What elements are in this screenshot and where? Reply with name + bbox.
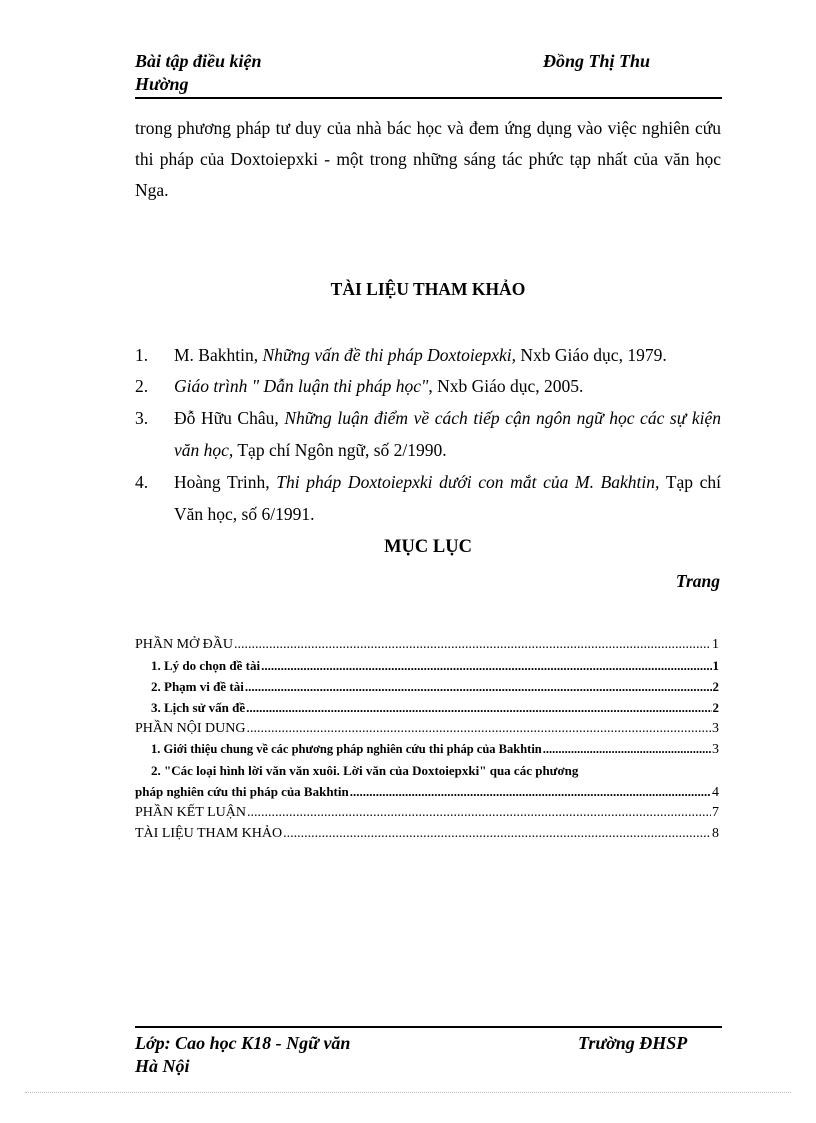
reference-number: 2. [135,376,149,396]
toc-leader [350,781,711,802]
toc-entry[interactable] [135,718,719,739]
page-bottom-divider [25,1092,791,1093]
toc-leader [246,718,711,739]
footer-left-line1: Lớp: Cao học K18 - Ngữ văn [135,1033,351,1053]
toc-entry-label: PHẦN MỞ ĐẦU [135,637,234,652]
toc-entry[interactable] [135,697,719,718]
references-title: TÀI LIỆU THAM KHẢO [330,279,526,299]
toc-leader [283,823,711,844]
reference-item [135,370,721,402]
reference-author: Đỗ Hữu Châu, [174,408,285,428]
toc-entry-page: 2 [712,679,719,694]
toc-entry[interactable] [135,823,719,844]
toc-entry-page: 3 [712,742,719,757]
toc-entry-page: 7 [712,805,719,820]
toc-entry-label: 1. Giới thiệu chung về các phương pháp nghiên cứu thi pháp của Bakhtin [151,742,542,756]
reference-publisher: , Nxb Giáo dục, 2005. [428,376,584,396]
footer-left-line2: Hà Nội [135,1056,190,1076]
reference-author: M. Bakhtin, [174,345,263,365]
toc-title: MỤC LỤC [384,537,472,557]
toc-entry-label: PHẦN NỘI DUNG [135,721,246,736]
toc-leader [245,676,712,697]
header-rule [135,97,722,99]
reference-work: Giáo trình " Dẫn luận thi pháp học" [174,376,429,396]
header-right: Đồng Thị Thu [543,51,651,71]
reference-work: Những luận điểm về cách tiếp cận ngôn ngữ học các sự kiện văn học, [174,408,721,460]
toc-page-label: Trang [675,571,720,591]
toc-entry-label: PHẦN KẾT LUẬN [135,805,246,820]
toc-entry-label: TÀI LIỆU THAM KHẢO [135,826,283,841]
toc-entry-page: 8 [712,826,719,841]
intro-paragraph: trong phương pháp tư duy của nhà bác học và đem ứng dụng vào việc nghiên cứu thi pháp của Doxtoiepxki - một trong những sáng tác phức tạp nhất của văn học Nga. [135,118,721,200]
toc-entry-page: 1 [712,658,719,673]
toc-entry-page: 4 [712,785,719,800]
toc-entry[interactable] [135,655,719,676]
reference-work: Thi pháp Doxtoiepxki dưới con mắt của M. Bakhtin, [276,472,660,492]
reference-item [135,466,721,530]
header-left-line2: Hường [135,74,189,94]
reference-item [135,339,721,371]
toc-entry-page: 1 [712,637,719,652]
reference-work: Những vấn đề thi pháp Doxtoiepxki, [262,345,517,365]
reference-number: 1. [135,345,149,365]
toc-entry-label: pháp nghiên cứu thi pháp của Bakhtin [135,784,349,799]
reference-number: 3. [135,408,149,428]
toc-leader [543,739,711,760]
toc-entry-line1[interactable]: 2. "Các loại hình lời văn văn xuôi. Lời văn của Doxtoiepxki" qua các phương [151,763,579,778]
toc-leader [234,634,711,655]
toc-leader [246,697,711,718]
reference-publisher: Nxb Giáo dục, 1979. [516,345,667,365]
footer-right: Trường ĐHSP [578,1033,688,1053]
toc-leader [261,655,711,676]
toc-leader [247,802,711,823]
reference-number: 4. [135,472,149,492]
toc-entry[interactable] [135,781,719,802]
footer-rule [135,1026,722,1028]
toc-entry[interactable] [135,739,719,760]
toc-entry-page: 2 [712,700,719,715]
header-left-line1: Bài tập điều kiện [135,51,262,71]
toc-entry[interactable] [135,676,719,697]
reference-publisher: Tạp chí Văn học, số 6/1991. [174,472,721,524]
table-of-contents [135,634,719,844]
toc-entry[interactable] [135,802,719,823]
reference-author: Hoàng Trinh, [174,472,277,492]
toc-entry-label: 3. Lịch sử vấn đề [151,700,246,715]
reference-publisher: Tạp chí Ngôn ngữ, số 2/1990. [233,440,447,460]
toc-entry-label: 1. Lý do chọn đề tài [151,658,261,673]
toc-entry[interactable] [135,634,719,655]
reference-item [135,402,721,466]
toc-entry-label: 2. Phạm vi đề tài [151,679,244,694]
toc-entry-page: 3 [712,721,719,736]
